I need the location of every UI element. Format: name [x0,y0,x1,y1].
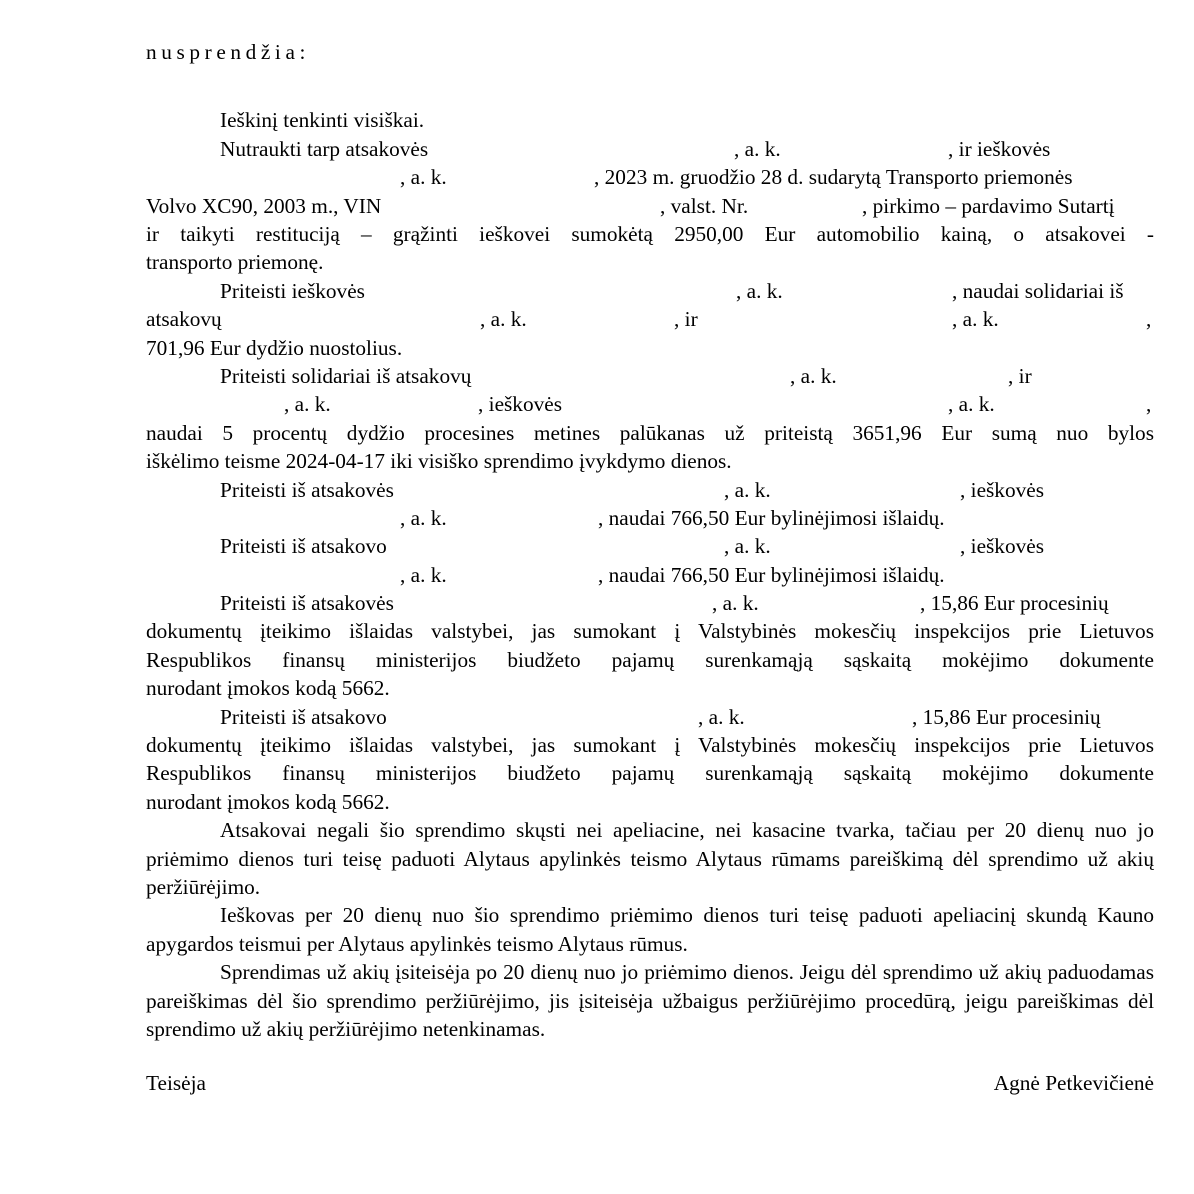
text-line [146,532,1154,560]
text-fragment: , ir [674,307,698,332]
text-fragment: , a. k. [736,278,783,303]
court-decision-document [146,38,1154,1098]
text-line [146,390,1154,418]
text-fragment: iškėlimo teisme 2024-04-17 iki visiško sprendimo įvykdymo dienos. [146,449,732,474]
text-fragment: , a. k. [948,392,995,417]
text-line: Respublikos finansų ministerijos biudžeto pajamų surenkamąją sąskaitą mokėjimo dokumente [146,761,1154,786]
paragraph-award-damages [146,277,1154,362]
paragraph-claim-granted: Ieškinį tenkinti visiškai. [220,108,425,133]
text-fragment: , a. k. [712,591,759,616]
text-fragment: , a. k. [734,136,781,161]
paragraph-costs-defendant-male [146,532,1154,589]
text-line [146,447,1154,475]
paragraph-appeal-defendants: Atsakovai negali šio sprendimo skųsti nei apeliacine, nei kasacine tvarka, tačiau per 20 dienų nuo jo priėmimo dienos turi teisę paduoti Alytaus apylinkės teismo Alytaus rūmams pareiškimą dėl sprendimo už akių peržiūrėjimo. [146,818,1154,899]
text-line [146,504,1154,532]
text-fragment: , ieškovės [960,477,1044,502]
text-line: dokumentų įteikimo išlaidas valstybei, jas sumokant į Valstybinės mokesčių inspekcijos prie Lietuvos [146,733,1154,758]
text-fragment: , a. k. [790,363,837,388]
text-line [146,248,1154,276]
paragraph-entry-into-force: Sprendimas už akių įsiteisėja po 20 dienų nuo jo priėmimo dienos. Jeigu dėl sprendimo už akių paduodamas pareiškimas dėl šio sprendimo peržiūrėjimo, jis įsiteisėja užbaigus peržiūrėjimo procedūrą, jeigu pareiškimas dėl sprendimo už akių peržiūrėjimo netenkinamas. [146,960,1154,1042]
text-fragment: , 15,86 Eur procesinių [920,591,1109,616]
paragraph-appeal-plaintiff: Ieškovas per 20 dienų nuo šio sprendimo priėmimo dienos turi teisę paduoti apeliacinį skundą Kauno apygardos teismui per Alytaus apylinkės teismo Alytaus rūmus. [146,903,1154,956]
paragraph-award-interest [146,362,1154,476]
text-fragment: , ir ieškovės [948,136,1051,161]
text-line [146,703,1154,731]
text-line: ir taikyti restituciją – grąžinti ieškovei sumokėtą 2950,00 Eur automobilio kainą, o atsakovei - [146,221,1154,246]
text-line [146,135,1154,163]
text-line [146,305,1154,333]
text-fragment: Priteisti iš atsakovės [220,477,394,502]
text-line [146,277,1154,305]
text-fragment: , a. k. [400,505,447,530]
judge-name: Agnė Petkevičienė [993,1071,1154,1096]
text-line [146,334,1154,362]
paragraph-costs-defendant-female [146,476,1154,533]
paragraph-state-costs-female [146,589,1154,703]
text-fragment: Priteisti ieškovės [220,278,365,303]
text-fragment: , [1146,307,1152,332]
text-line: dokumentų įteikimo išlaidas valstybei, jas sumokant į Valstybinės mokesčių inspekcijos prie Lietuvos [146,619,1154,644]
text-fragment: , pirkimo – pardavimo Sutartį [862,193,1115,218]
text-fragment: , a. k. [400,562,447,587]
judge-role: Teisėja [146,1071,207,1096]
text-fragment: , a. k. [952,307,999,332]
text-fragment: , naudai solidariai iš [952,278,1124,303]
text-line [146,589,1154,617]
text-fragment: , 2023 m. gruodžio 28 d. sudarytą Transporto priemonės [594,165,1073,190]
paragraph-terminate-contract [146,135,1154,277]
text-line [146,561,1154,589]
text-line [146,674,1154,702]
text-fragment: nurodant įmokos kodą 5662. [146,789,390,814]
text-fragment: , 15,86 Eur procesinių [912,704,1101,729]
text-fragment: 701,96 Eur dydžio nuostolius. [146,335,403,360]
text-fragment: Priteisti iš atsakovo [220,704,387,729]
text-fragment: , a. k. [724,534,771,559]
text-fragment: Priteisti iš atsakovo [220,534,387,559]
text-fragment: , naudai 766,50 Eur bylinėjimosi išlaidų. [598,562,945,587]
text-fragment: Nutraukti tarp atsakovės [220,136,429,161]
text-fragment: , a. k. [284,392,331,417]
text-fragment: , [1146,392,1152,417]
text-line [146,192,1154,220]
text-fragment: , a. k. [724,477,771,502]
text-fragment: atsakovų [146,307,222,332]
text-fragment: Priteisti iš atsakovės [220,591,394,616]
signature-block [146,1069,1154,1097]
text-fragment: , naudai 766,50 Eur bylinėjimosi išlaidų. [598,505,945,530]
paragraph-state-costs-male [146,703,1154,817]
text-fragment: nurodant įmokos kodą 5662. [146,676,390,701]
text-line: Respublikos finansų ministerijos biudžeto pajamų surenkamąją sąskaitą mokėjimo dokumente [146,647,1154,672]
text-line [146,788,1154,816]
text-line [146,362,1154,390]
text-fragment: , ieškovės [478,392,562,417]
text-fragment: transporto priemonę. [146,250,324,275]
text-fragment: , a. k. [698,704,745,729]
text-fragment: , ir [1008,363,1032,388]
text-fragment: , ieškovės [960,534,1044,559]
text-fragment: , a. k. [480,307,527,332]
text-line [146,163,1154,191]
decision-heading: nusprendžia: [146,40,311,64]
text-fragment: Volvo XC90, 2003 m., VIN [146,193,382,218]
text-line: naudai 5 procentų dydžio procesines metines palūkanas už priteistą 3651,96 Eur sumą nuo bylos [146,420,1154,445]
text-line [146,476,1154,504]
text-fragment: , a. k. [400,165,447,190]
text-fragment: Priteisti solidariai iš atsakovų [220,363,472,388]
text-fragment: , valst. Nr. [660,193,749,218]
